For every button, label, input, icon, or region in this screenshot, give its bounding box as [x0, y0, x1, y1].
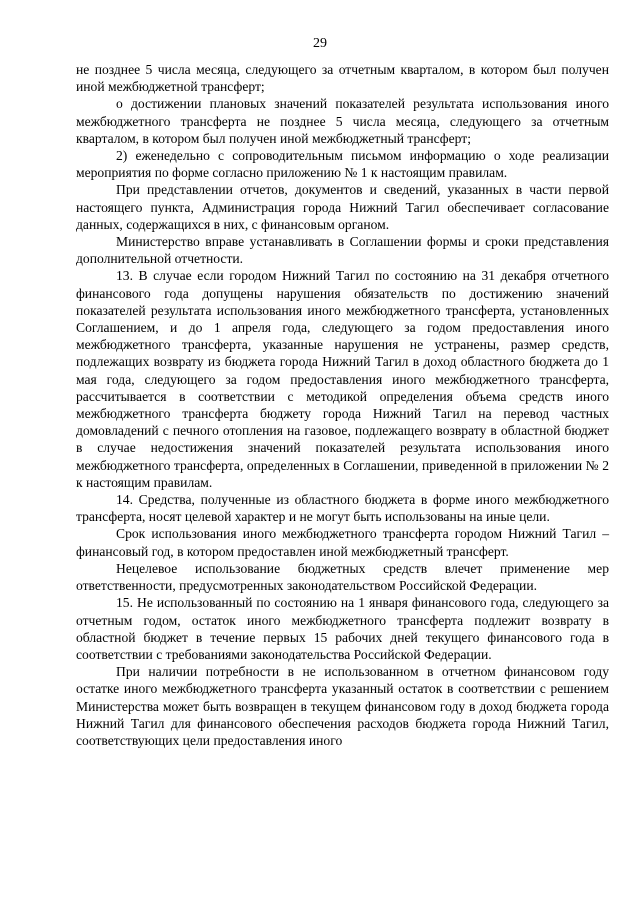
document-body [76, 61, 609, 749]
paragraph: При представлении отчетов, документов и сведений, указанных в части первой настоящего пункта, Администрация города Нижний Тагил обеспечивает согласование данных, содержащихся в них, с финансовым органом. [76, 182, 609, 232]
paragraph: 2) еженедельно с сопроводительным письмом информацию о ходе реализации мероприятия по форме согласно приложению № 1 к настоящим правилам. [76, 148, 609, 181]
paragraph: При наличии потребности в не использованном в отчетном финансовом году остатке иного межбюджетного трансферта указанный остаток в соответствии с решением Министерства может быть возвращен в текущем финансовом году в доход бюджета города Нижний Тагил для финансового обеспечения расходов бюджета города Нижний Тагил, соответствующих цели предоставления иного [76, 664, 609, 748]
paragraph: 13. В случае если городом Нижний Тагил по состоянию на 31 декабря отчетного финансового года допущены нарушения обязательств по достижению значений показателей результата использования иного межбюджетного трансферта, установленных Соглашением, и до 1 апреля года, следующего за годом предоставления иного межбюджетного трансферта, указанные нарушения не устранены, размер средств, подлежащих возврату из бюджета города Нижний Тагил в доход областного бюджета до 1 мая года, следующего за годом предоставления иного межбюджетного трансферта, рассчитывается в соответствии с методикой определения объема средств иного межбюджетного трансферта бюджету города Нижний Тагил на перевод частных домовладений с печного отопления на газовое, подлежащего возврату в областной бюджет в случае недостижения значений показателей результата использования иного межбюджетного трансферта, определенных в Соглашении, приведенной в приложении № 2 к настоящим правилам. [76, 268, 609, 490]
paragraph: Нецелевое использование бюджетных средств влечет применение мер ответственности, предусмотренных законодательством Российской Федерации. [76, 560, 609, 594]
paragraph: Срок использования иного межбюджетного трансферта городом Нижний Тагил – финансовый год, в котором предоставлен иной межбюджетный трансферт. [76, 526, 609, 559]
paragraph: Министерство вправе устанавливать в Соглашении формы и сроки представления дополнительной отчетности. [76, 234, 609, 267]
page-number: 29 [313, 36, 327, 51]
paragraph: не позднее 5 числа месяца, следующего за отчетным кварталом, в котором был получен иной межбюджетной трансферт; [76, 62, 609, 95]
paragraph: 14. Средства, полученные из областного бюджета в форме иного межбюджетного трансферта, носят целевой характер и не могут быть использованы на иные цели. [76, 492, 609, 525]
paragraph: 15. Не использованный по состоянию на 1 января финансового года, следующего за отчетным годом, остаток иного межбюджетного трансферта подлежит возврату в областной бюджет в течение первых 15 рабочих дней текущего финансового года в соответствии с требованиями законодательства Российской Федерации. [76, 595, 609, 662]
paragraph: о достижении плановых значений показателей результата использования иного межбюджетного трансферта не позднее 5 числа месяца, следующего за отчетным кварталом, в котором был получен иной межбюджетный трансферт; [76, 96, 609, 146]
